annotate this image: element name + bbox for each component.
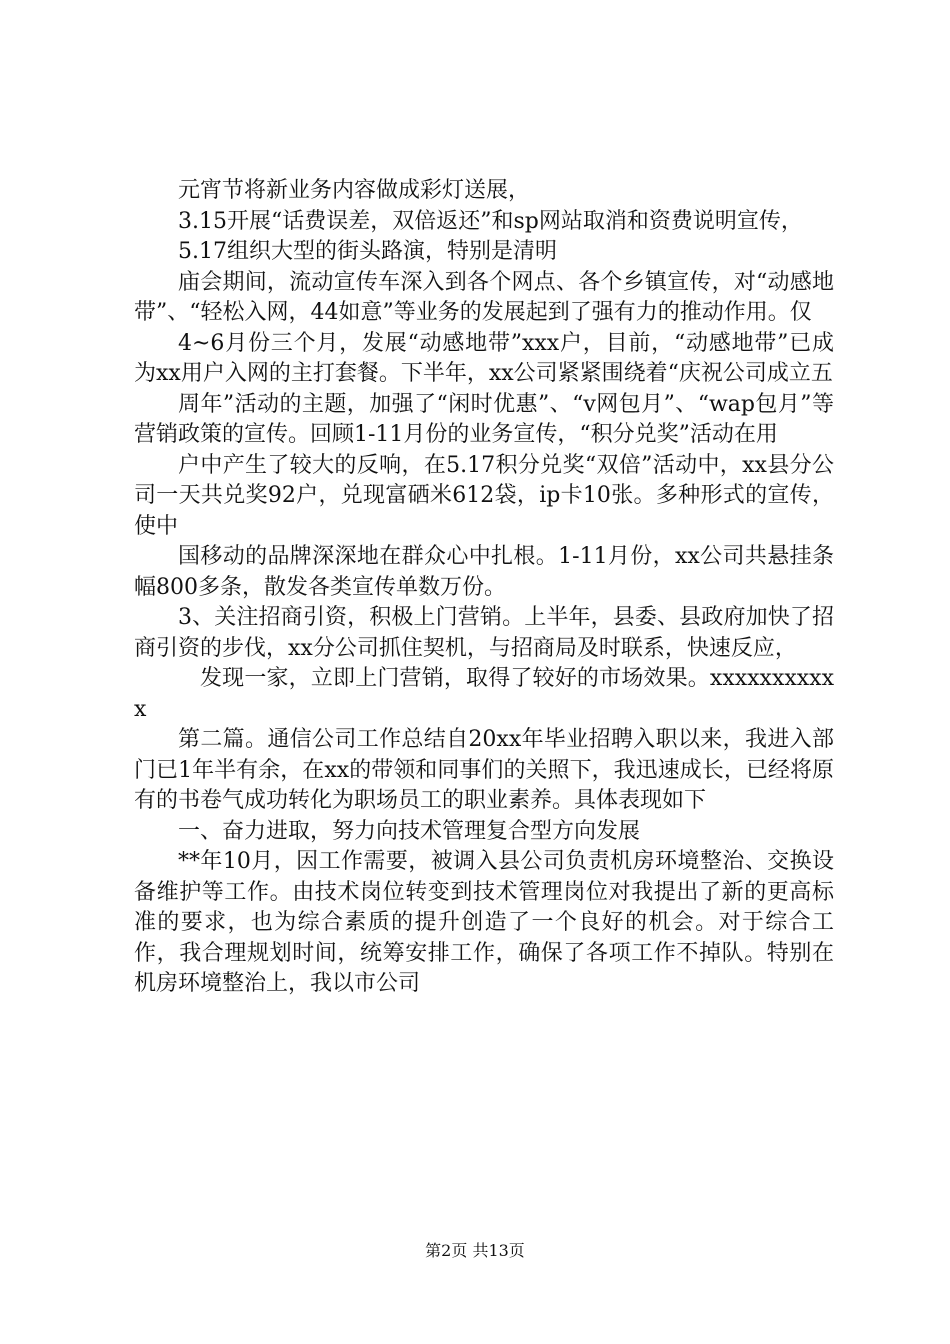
paragraph-10: 发现一家，立即上门营销，取得了较好的市场效果。xxxxxxxxxxx (134, 666, 834, 722)
paragraph-8: 国移动的品牌深深地在群众心中扎根。1-11月份，xx公司共悬挂条幅800多条，散发各类宣传单数万份。 (134, 544, 834, 600)
page-footer (0, 1241, 950, 1261)
paragraph-11: 第二篇。通信公司工作总结自20xx年毕业招聘入职以来，我进入部门已1年半有余，在xx的带领和同事们的关照下，我迅速成长，已经将原有的书卷气成功转化为职场员工的职业素养。具体表现如下 (134, 727, 834, 813)
paragraph-5: 4~6月份三个月，发展“动感地带”xxx户，目前，“动感地带”已成为xx用户入网的主打套餐。下半年，xx公司紧紧围绕着“庆祝公司成立五 (134, 330, 834, 386)
page-number: 第2页 共13页 (425, 1241, 525, 1260)
paragraph-4: 庙会期间，流动宣传车深入到各个网点、各个乡镇宣传，对“动感地带”、“轻松入网，44如意”等业务的发展起到了强有力的推动作用。仅 (134, 269, 834, 325)
paragraph-6: 周年”活动的主题，加强了“闲时优惠”、“v网包月”、“wap包月”等营销政策的宣传。回顾1-11月份的业务宣传，“积分兑奖”活动在用 (134, 391, 834, 447)
section-heading: 一、奋力进取，努力向技术管理复合型方向发展 (178, 818, 641, 844)
paragraph-9: 3、关注招商引资，积极上门营销。上半年，县委、县政府加快了招商引资的步伐，xx分公司抓住契机，与招商局及时联系，快速反应， (134, 605, 834, 661)
paragraph-3: 5.17组织大型的街头路演，特别是清明 (178, 239, 557, 264)
paragraph-2: 3.15开展“话费误差，双倍返还”和sp网站取消和资费说明宣传， (178, 208, 803, 234)
paragraph-1: 元宵节将新业务内容做成彩灯送展， (178, 178, 531, 203)
paragraph-12: **年10月，因工作需要，被调入县公司负责机房环境整治、交换设备维护等工作。由技术岗位转变到技术管理岗位对我提出了新的更高标准的要求，也为综合素质的提升创造了一个良好的机会。对于综合工作，我合理规划时间，统筹安排工作，确保了各项工作不掉队。特别在机房环境整治上，我以市公司 (134, 849, 834, 996)
document-body (134, 176, 834, 1000)
paragraph-7: 户中产生了较大的反响，在5.17积分兑奖“双倍”活动中，xx县分公司一天共兑奖92户，兑现富硒米612袋，ip卡10张。多种形式的宣传，使中 (134, 452, 834, 539)
